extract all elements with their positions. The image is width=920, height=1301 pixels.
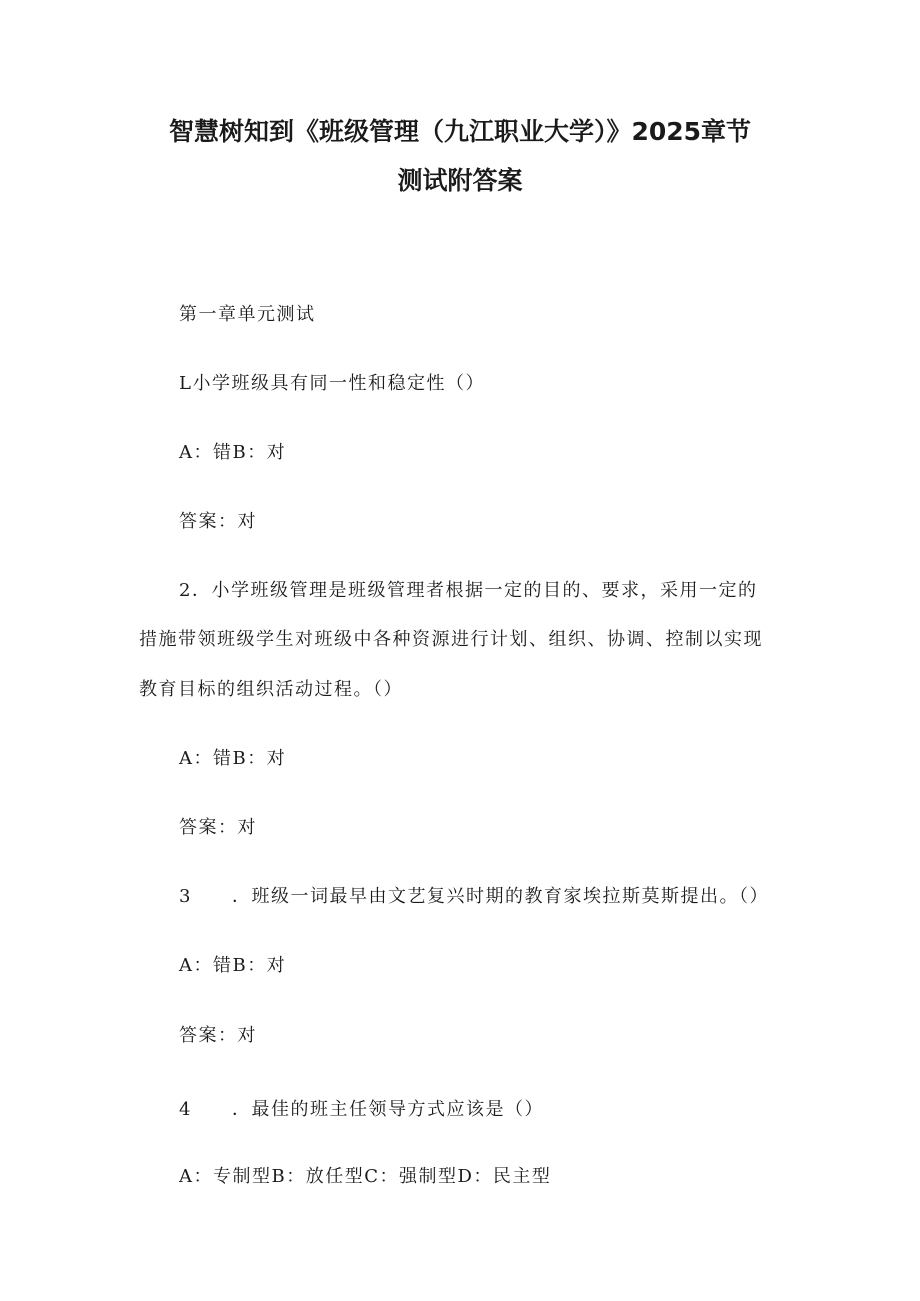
- question-4-options: A：专制型B：放任型C：强制型D：民主型: [179, 1166, 552, 1187]
- question-3-answer: 答案：对: [179, 1025, 257, 1046]
- question-3-options: A：错B：对: [179, 955, 287, 976]
- question-4-number: 4: [179, 1099, 192, 1120]
- question-3: [179, 882, 769, 912]
- question-2-answer: 答案：对: [179, 817, 257, 838]
- question-2-stem-line-2: 措施带领班级学生对班级中各种资源进行计划、组织、协调、控制以实现: [139, 629, 763, 650]
- question-3-number: 3: [179, 886, 192, 907]
- question-4: [179, 1095, 544, 1125]
- question-2-number: 2: [179, 580, 192, 601]
- question-2: [179, 576, 757, 606]
- question-3-stem: ．班级一词最早由文艺复兴时期的教育家埃拉斯莫斯提出。（）: [231, 886, 769, 907]
- question-1-number: L: [179, 373, 193, 394]
- question-4-stem: ．最佳的班主任领导方式应该是（）: [231, 1099, 544, 1120]
- question-2-stem-line-3: 教育目标的组织活动过程。（）: [139, 679, 403, 700]
- question-2-options: A：错B：对: [179, 748, 287, 769]
- question-1-answer: 答案：对: [179, 511, 257, 532]
- document-title-line-1: 智慧树知到《班级管理（九江职业大学）》2025章节: [168, 117, 752, 146]
- document-title-line-2: 测试附答案: [397, 166, 523, 195]
- chapter-heading: 第一章单元测试: [179, 304, 316, 325]
- question-1: [179, 369, 485, 399]
- question-1-stem: 小学班级具有同一性和稳定性（）: [192, 373, 485, 394]
- question-1-options: A：错B：对: [179, 442, 287, 463]
- question-2-stem-line-1: ．小学班级管理是班级管理者根据一定的目的、要求，采用一定的: [191, 580, 758, 601]
